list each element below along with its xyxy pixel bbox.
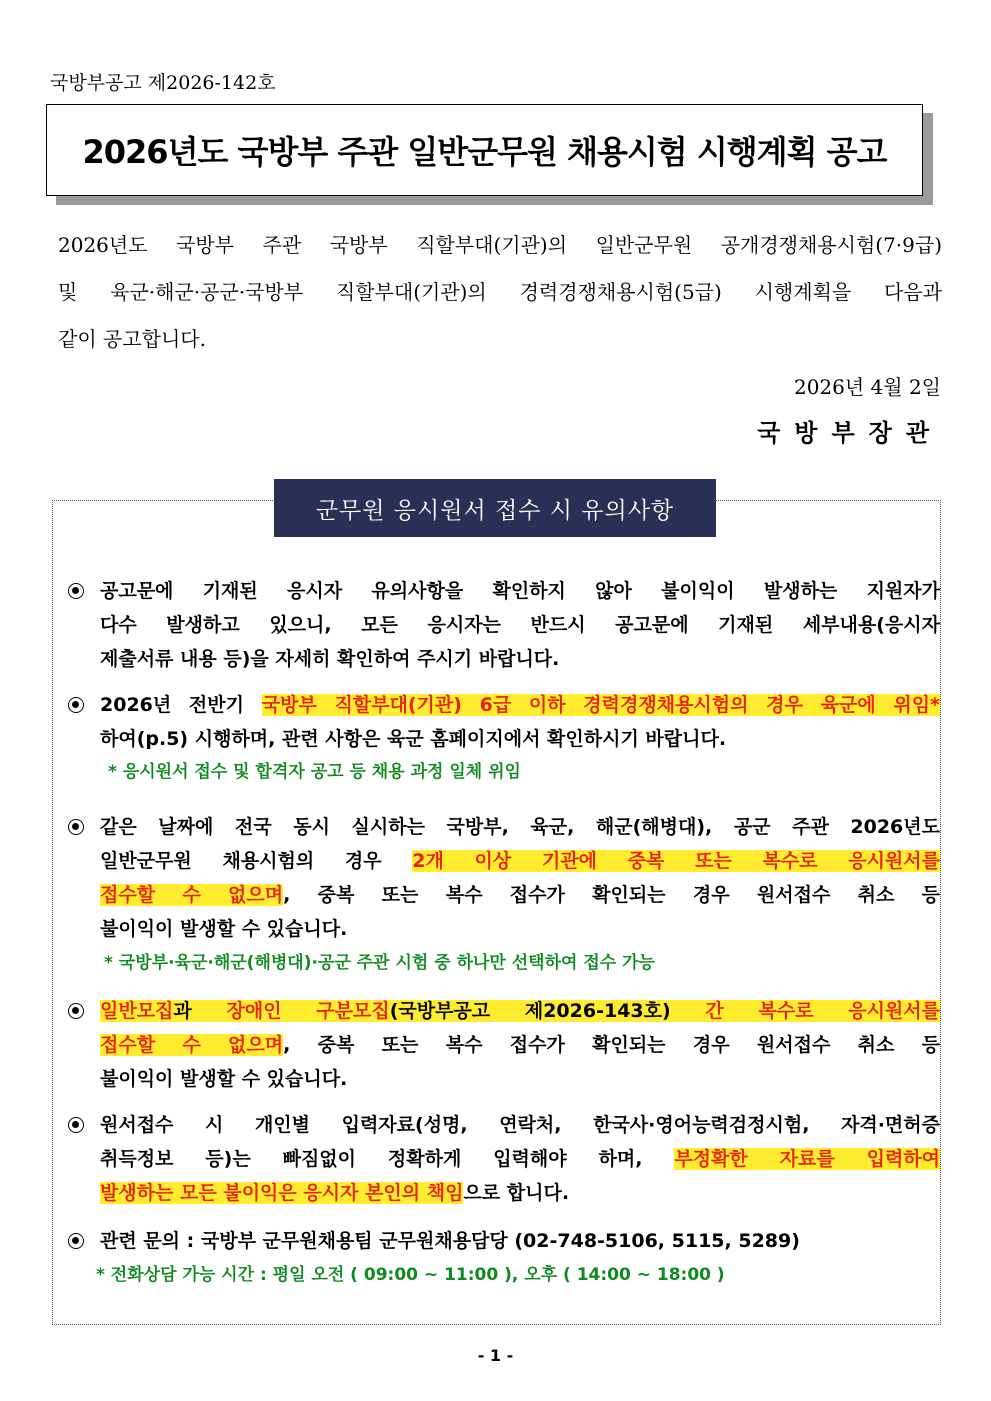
notice-item (64, 1224, 940, 1258)
item-line: 공고문에 기재된 응시자 유의사항을 확인하지 않아 불이익이 발생하는 지원자가 (100, 580, 940, 602)
highlighted-text: 장애인 구분모집 (226, 1000, 390, 1022)
item-line (100, 844, 940, 878)
item-text: 일반군무원 채용시험의 경우 (100, 850, 413, 872)
notice-item (64, 810, 940, 946)
item-line: 원서접수 시 개인별 입력자료(성명, 연락처, 한국사·영어능력검정시험, 자격·면허증 (100, 1114, 940, 1136)
item-line: 불이익이 발생할 수 있습니다. (100, 918, 348, 940)
issuer-signature: 국방부장관 (757, 418, 943, 447)
item-line: 같은 날짜에 전국 동시 실시하는 국방부, 육군, 해군(해병대), 공군 주관 2026년도 (100, 816, 940, 838)
item-text: , 중복 또는 복수 접수가 확인되는 경우 원서접수 취소 등 (283, 884, 940, 906)
highlighted-text: 접수할 수 없으며 (100, 1034, 284, 1056)
item-line: 제출서류 내용 등)을 자세히 확인하여 주시기 바랍니다. (100, 648, 560, 670)
bullet-icon (64, 1224, 88, 1258)
bullet-icon (64, 994, 88, 1028)
highlighted-text: 접수할 수 없으며 (100, 884, 284, 906)
page-number: - 1 - (477, 1346, 514, 1365)
title-box (46, 104, 923, 196)
highlighted-text: 국방부 직할부대(기관) 6급 이하 경력경쟁채용시험의 경우 육군에 위임* (261, 694, 940, 716)
item-line (100, 688, 940, 722)
highlighted-text: (국방부공고 제2026-143호) (389, 1000, 706, 1022)
item-text: 취득정보 등)는 빠짐없이 정확하게 입력해야 하며, (100, 1148, 675, 1170)
highlighted-text: 과 (173, 1000, 227, 1022)
item-note: * 응시원서 접수 및 합격자 공고 등 채용 과정 일체 위임 (108, 762, 521, 782)
highlighted-text: 간 복수로 응시원서를 (705, 1000, 940, 1022)
contact-hours-note: * 전화상담 가능 시간 : 평일 오전 ( 09:00 ~ 11:00 ), 오후 ( 14:00 ~ 18:00 ) (96, 1265, 725, 1285)
item-text: , 중복 또는 복수 접수가 확인되는 경우 원서접수 취소 등 (283, 1034, 940, 1056)
item-line (100, 1142, 940, 1176)
notice-number: 국방부공고 제2026-142호 (50, 72, 276, 94)
notice-date: 2026년 4월 2일 (793, 375, 941, 399)
item-line: 다수 발생하고 있으니, 모든 응시자는 반드시 공고문에 기재된 세부내용(응시자 (100, 614, 940, 636)
notice-item (64, 994, 940, 1096)
bullet-icon (64, 1108, 88, 1142)
highlighted-text: 부정확한 자료를 입력하여 (674, 1148, 941, 1170)
item-line (100, 878, 940, 912)
highlighted-text: 일반모집 (100, 1000, 174, 1022)
intro-line: 및 육군·해군·공군·국방부 직할부대(기관)의 경력경쟁채용시험(5급) 시행계획을 다음과 (58, 280, 942, 304)
contact-line: 관련 문의 : 국방부 군무원채용팀 군무원채용담당 (02-748-5106, 5115, 5289) (100, 1230, 800, 1252)
highlighted-text: 2개 이상 기관에 중복 또는 복수로 응시원서를 (412, 850, 940, 872)
notice-heading: 군무원 응시원서 접수 시 유의사항 (274, 479, 716, 537)
bullet-icon (64, 688, 88, 722)
bullet-icon (64, 574, 88, 608)
highlighted-text: 발생하는 모든 불이익은 응시자 본인의 책임 (100, 1182, 464, 1204)
notice-item (64, 574, 940, 676)
item-note: * 국방부·육군·해군(해병대)·공군 주관 시험 중 하나만 선택하여 접수 가능 (104, 953, 655, 973)
intro-line: 같이 공고합니다. (58, 327, 206, 351)
item-line (100, 1028, 940, 1062)
item-text: 으로 합니다. (463, 1182, 570, 1204)
intro-line: 2026년도 국방부 주관 국방부 직할부대(기관)의 일반군무원 공개경쟁채용시험(7·9급) (58, 233, 942, 257)
intro-paragraph (58, 222, 942, 363)
item-line (100, 1176, 940, 1210)
bullet-icon (64, 810, 88, 844)
notice-item (64, 1108, 940, 1210)
notice-item (64, 688, 940, 756)
page-title: 2026년도 국방부 주관 일반군무원 채용시험 시행계획 공고 (82, 133, 887, 171)
item-line: 하여(p.5) 시행하며, 관련 사항은 육군 홈페이지에서 확인하시기 바랍니다. (100, 728, 727, 750)
item-text: 2026년 전반기 (100, 694, 262, 716)
item-line (100, 994, 940, 1028)
item-line: 불이익이 발생할 수 있습니다. (100, 1068, 348, 1090)
